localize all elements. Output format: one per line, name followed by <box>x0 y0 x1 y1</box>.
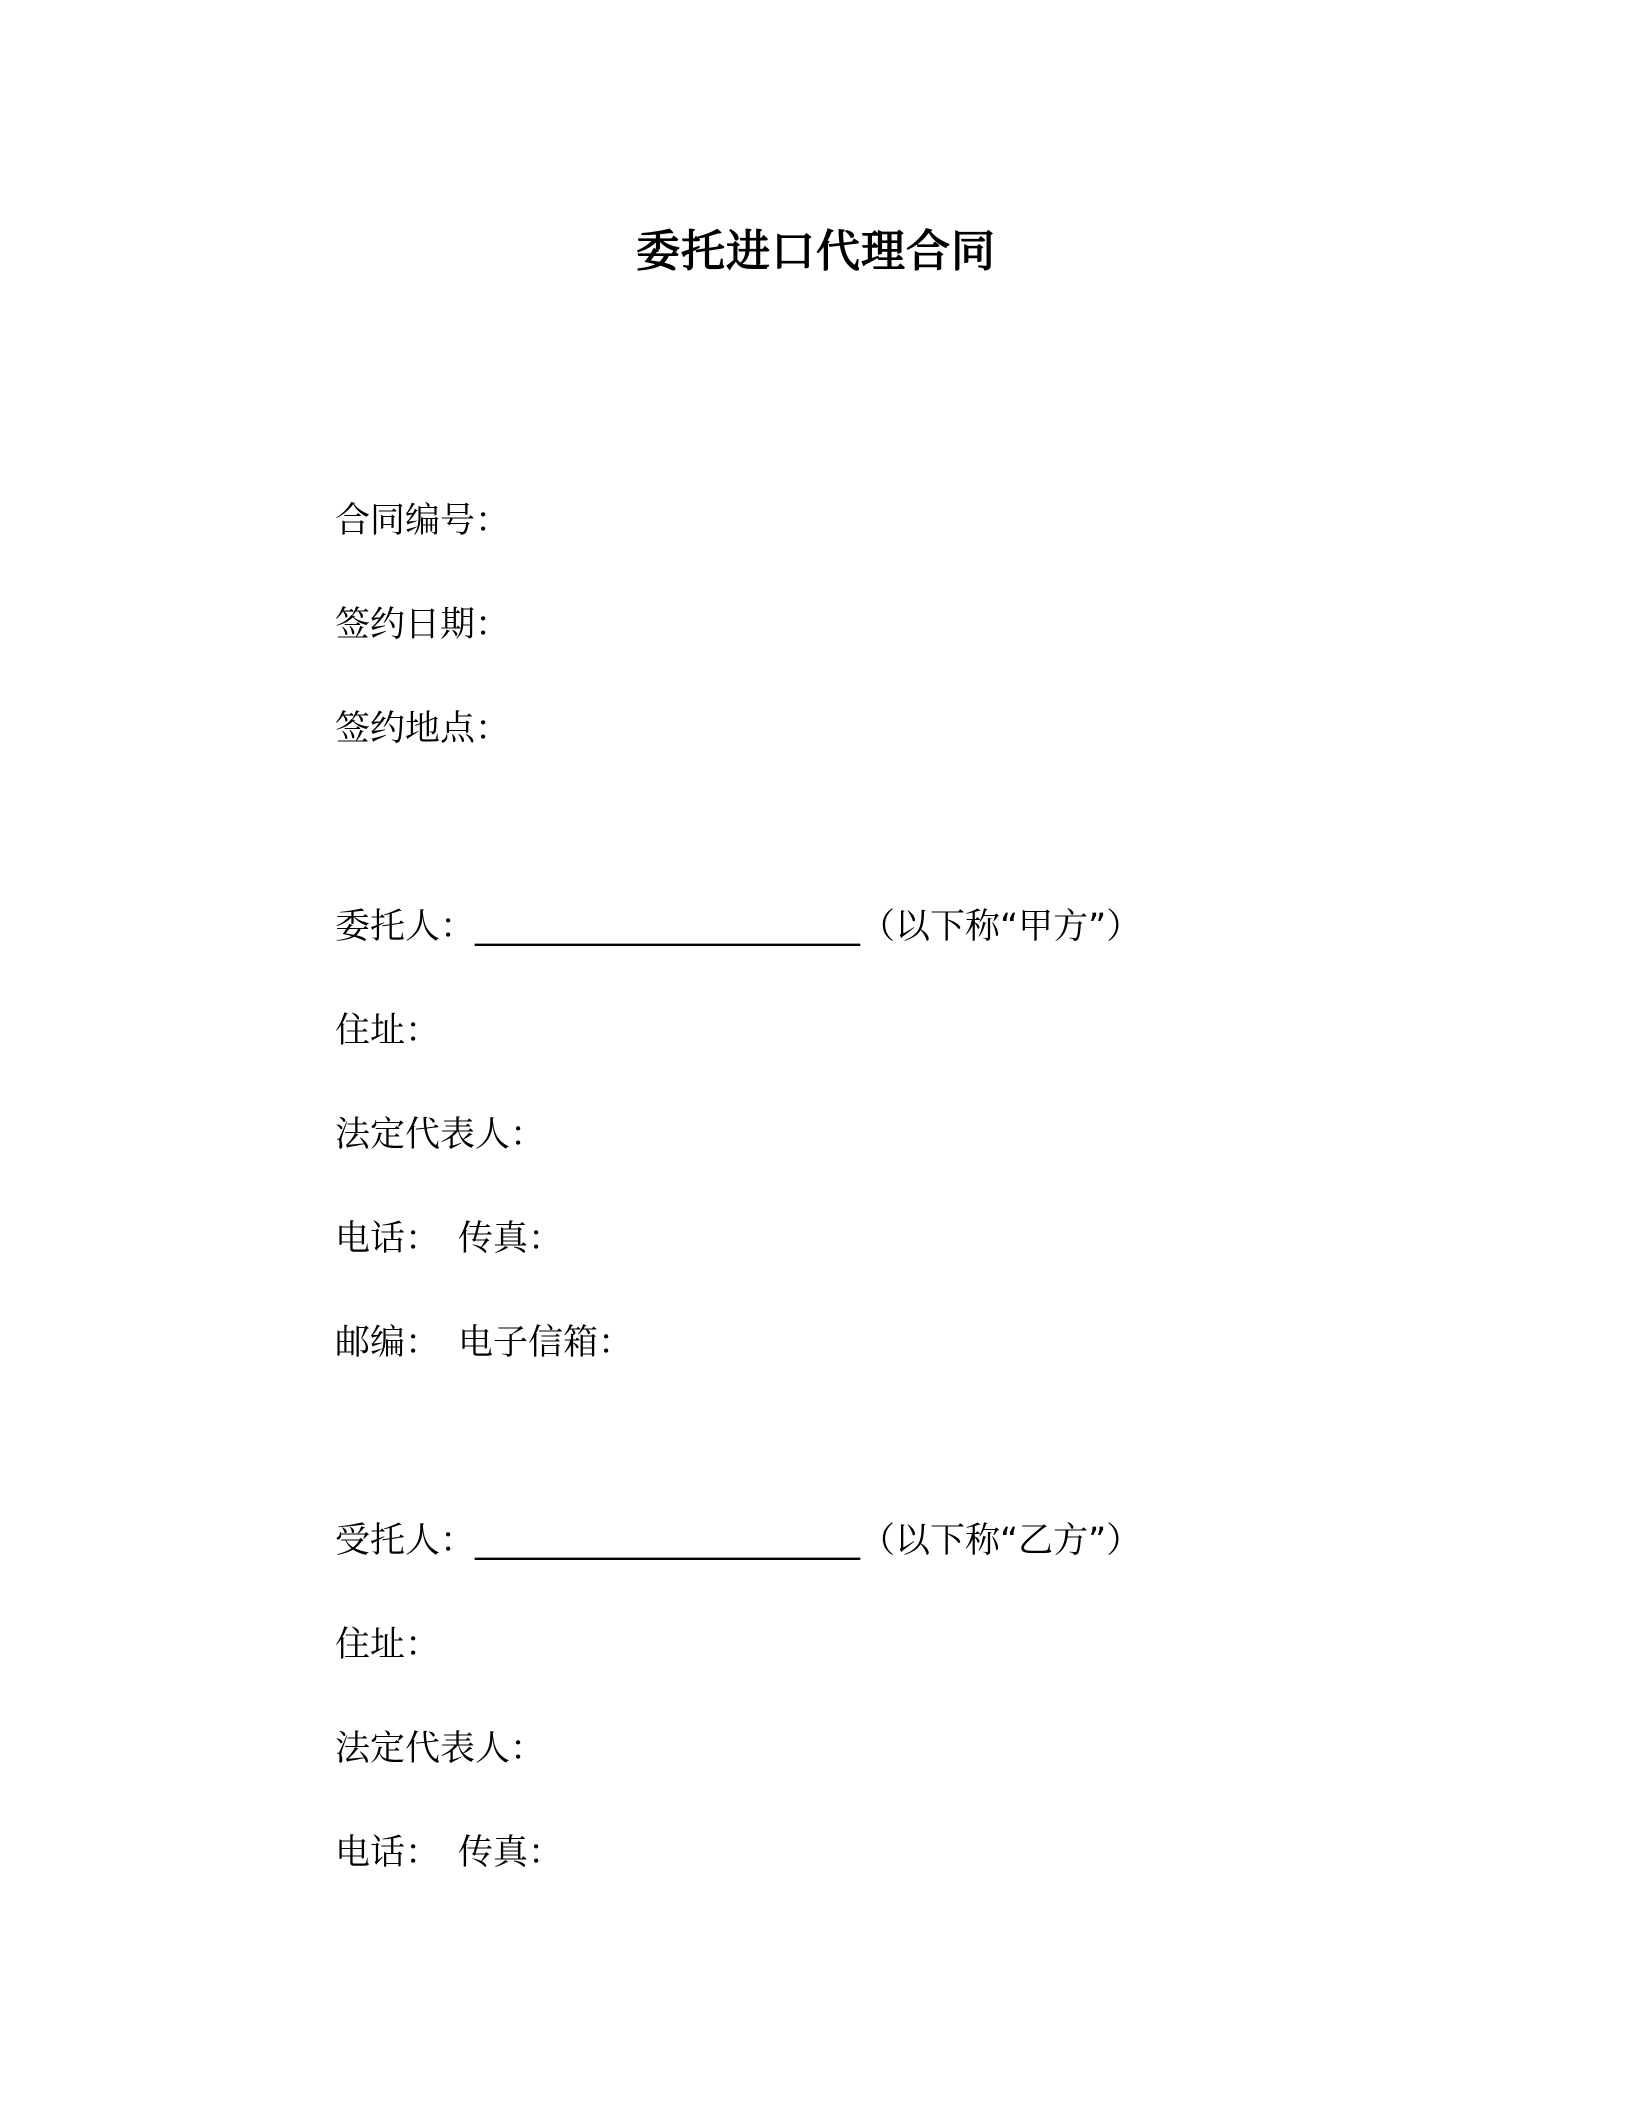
party-b-legal-rep-label: 法定代表人： <box>335 1729 546 1769</box>
party-a-principal-line: 委托人：______________________（以下称“甲方”） <box>335 907 1142 947</box>
contract-number-label: 合同编号： <box>335 501 511 541</box>
party-a-address-label: 住址： <box>335 1011 441 1051</box>
party-a-legal-rep-label: 法定代表人： <box>335 1115 546 1155</box>
party-a-fax-label: 传真： <box>458 1219 564 1259</box>
party-b-fax-label: 传真： <box>458 1833 564 1873</box>
party-a-postal-line <box>335 1319 633 1367</box>
party-b-phone-label: 电话： <box>335 1833 441 1873</box>
party-a-email-label: 电子信箱： <box>458 1323 634 1363</box>
party-a-postcode-label: 邮编： <box>335 1323 441 1363</box>
sign-place-label: 签约地点： <box>335 709 511 749</box>
sign-date-label: 签约日期： <box>335 605 511 645</box>
party-a-phone-label: 电话： <box>335 1219 441 1259</box>
party-b-address-label: 住址： <box>335 1625 441 1665</box>
document-title: 委托进口代理合同 <box>636 226 996 277</box>
party-b-contact-line <box>335 1829 563 1877</box>
party-a-contact-line <box>335 1215 563 1263</box>
party-b-agent-line: 受托人：______________________（以下称“乙方”） <box>335 1521 1142 1561</box>
